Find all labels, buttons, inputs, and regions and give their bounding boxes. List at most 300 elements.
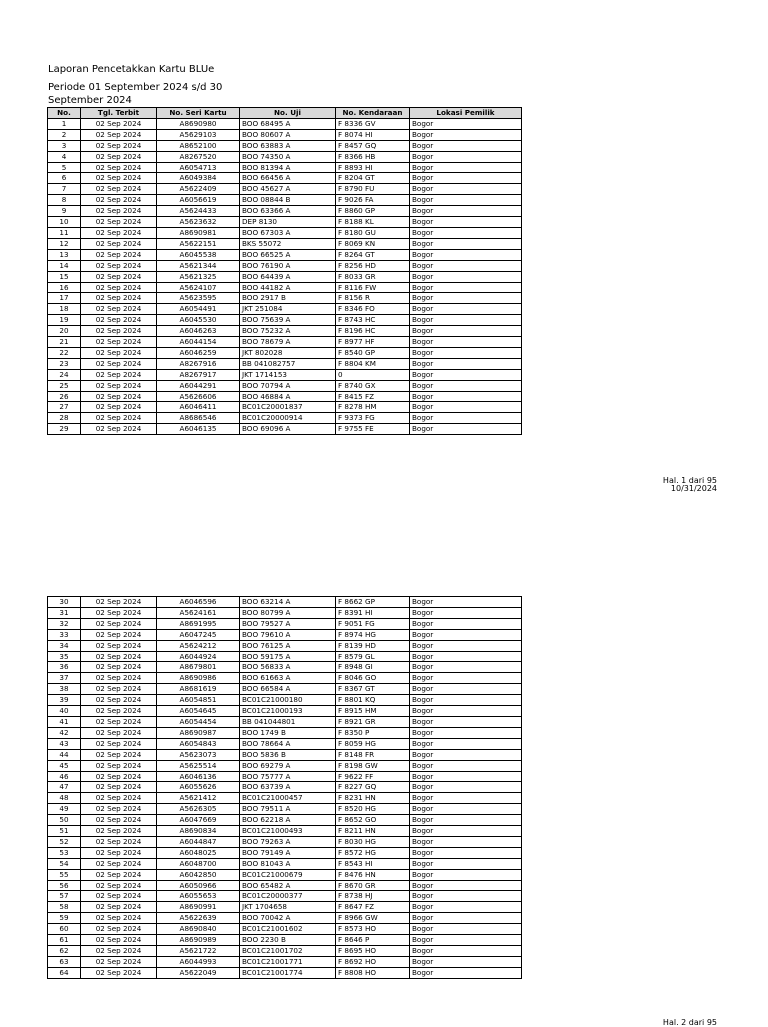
cell-tgl-terbit: 02 Sep 2024 (81, 260, 157, 271)
cell-no-seri-kartu: A5626606 (157, 391, 240, 402)
cell-no-kendaraan: F 8256 HD (336, 260, 410, 271)
table-row (48, 738, 522, 749)
cell-no-kendaraan: F 8366 HB (336, 151, 410, 162)
cell-lokasi-pemilik: Bogor (410, 836, 522, 847)
cell-no: 59 (48, 913, 81, 924)
cell-no-seri-kartu: A6054454 (157, 716, 240, 727)
cell-no: 31 (48, 607, 81, 618)
cell-lokasi-pemilik: Bogor (410, 804, 522, 815)
cell-lokasi-pemilik: Bogor (410, 217, 522, 228)
cell-no-seri-kartu: A8690987 (157, 727, 240, 738)
cell-no: 8 (48, 195, 81, 206)
col-header-no-kendaraan: No. Kendaraan (336, 108, 410, 119)
cell-no: 55 (48, 869, 81, 880)
cell-tgl-terbit: 02 Sep 2024 (81, 793, 157, 804)
cell-lokasi-pemilik: Bogor (410, 760, 522, 771)
cell-no-kendaraan: F 8204 GT (336, 173, 410, 184)
cell-tgl-terbit: 02 Sep 2024 (81, 629, 157, 640)
table-row (48, 369, 522, 380)
table-row (48, 217, 522, 228)
cell-tgl-terbit: 02 Sep 2024 (81, 162, 157, 173)
cell-tgl-terbit: 02 Sep 2024 (81, 826, 157, 837)
table-row (48, 151, 522, 162)
cell-no: 10 (48, 217, 81, 228)
table-row (48, 815, 522, 826)
cell-no-kendaraan: F 8346 FO (336, 304, 410, 315)
cell-tgl-terbit: 02 Sep 2024 (81, 347, 157, 358)
cell-no-kendaraan: F 8948 GI (336, 662, 410, 673)
cell-no: 36 (48, 662, 81, 673)
cell-no-kendaraan: F 9026 FA (336, 195, 410, 206)
cell-no-seri-kartu: A6044847 (157, 836, 240, 847)
cell-no-kendaraan: F 8278 HM (336, 402, 410, 413)
cell-no-uji: BOO 79263 A (240, 836, 336, 847)
cell-no-kendaraan: F 8915 HM (336, 706, 410, 717)
cell-lokasi-pemilik: Bogor (410, 260, 522, 271)
cell-no: 23 (48, 358, 81, 369)
cell-no-uji: JKT 251084 (240, 304, 336, 315)
cell-lokasi-pemilik: Bogor (410, 315, 522, 326)
cell-lokasi-pemilik: Bogor (410, 402, 522, 413)
cell-no-kendaraan: F 8350 P (336, 727, 410, 738)
cell-no-kendaraan: F 8139 HD (336, 640, 410, 651)
table-row (48, 891, 522, 902)
cell-tgl-terbit: 02 Sep 2024 (81, 891, 157, 902)
cell-no: 49 (48, 804, 81, 815)
cell-no: 40 (48, 706, 81, 717)
table-row (48, 238, 522, 249)
cell-no: 33 (48, 629, 81, 640)
cell-no-seri-kartu: A5623595 (157, 293, 240, 304)
cell-lokasi-pemilik: Bogor (410, 749, 522, 760)
cell-no: 15 (48, 271, 81, 282)
cell-no-kendaraan: F 8046 GO (336, 673, 410, 684)
cell-lokasi-pemilik: Bogor (410, 847, 522, 858)
cell-tgl-terbit: 02 Sep 2024 (81, 673, 157, 684)
cell-no-seri-kartu: A6047245 (157, 629, 240, 640)
cell-no-kendaraan: F 8646 P (336, 935, 410, 946)
cell-no-uji: BOO 80799 A (240, 607, 336, 618)
cell-no: 38 (48, 684, 81, 695)
cell-no-seri-kartu: A8267520 (157, 151, 240, 162)
cell-no-seri-kartu: A5621722 (157, 946, 240, 957)
cell-no-uji: BC01C21000180 (240, 695, 336, 706)
cell-no-uji: BOO 5836 B (240, 749, 336, 760)
cell-tgl-terbit: 02 Sep 2024 (81, 749, 157, 760)
cell-no-uji: BOO 76190 A (240, 260, 336, 271)
cell-no-seri-kartu: A5621344 (157, 260, 240, 271)
cell-tgl-terbit: 02 Sep 2024 (81, 858, 157, 869)
cell-no-seri-kartu: A5621325 (157, 271, 240, 282)
cell-no-kendaraan: F 8670 GR (336, 880, 410, 891)
cell-lokasi-pemilik: Bogor (410, 618, 522, 629)
cell-no-seri-kartu: A6046135 (157, 424, 240, 435)
table-row (48, 326, 522, 337)
cell-lokasi-pemilik: Bogor (410, 206, 522, 217)
table-row (48, 337, 522, 348)
cell-no-seri-kartu: A8690991 (157, 902, 240, 913)
table-row (48, 727, 522, 738)
cell-no-seri-kartu: A8267916 (157, 358, 240, 369)
cell-no-seri-kartu: A8652100 (157, 140, 240, 151)
cell-lokasi-pemilik: Bogor (410, 924, 522, 935)
cell-no-kendaraan: F 8647 FZ (336, 902, 410, 913)
cell-no-seri-kartu: A8690980 (157, 118, 240, 129)
table-row (48, 651, 522, 662)
cell-no: 39 (48, 695, 81, 706)
cell-lokasi-pemilik: Bogor (410, 651, 522, 662)
cell-no-kendaraan: F 8743 HC (336, 315, 410, 326)
cell-lokasi-pemilik: Bogor (410, 597, 522, 608)
cell-lokasi-pemilik: Bogor (410, 380, 522, 391)
cell-no: 17 (48, 293, 81, 304)
cell-lokasi-pemilik: Bogor (410, 337, 522, 348)
table-row (48, 424, 522, 435)
cell-tgl-terbit: 02 Sep 2024 (81, 402, 157, 413)
cell-no-kendaraan: F 8540 GP (336, 347, 410, 358)
cell-lokasi-pemilik: Bogor (410, 913, 522, 924)
cell-no-kendaraan: F 8116 FW (336, 282, 410, 293)
cell-tgl-terbit: 02 Sep 2024 (81, 271, 157, 282)
cell-tgl-terbit: 02 Sep 2024 (81, 424, 157, 435)
cell-lokasi-pemilik: Bogor (410, 118, 522, 129)
report-table-page-2 (47, 596, 522, 979)
cell-no-kendaraan: F 8198 GW (336, 760, 410, 771)
cell-no: 51 (48, 826, 81, 837)
cell-no-kendaraan: 0 (336, 369, 410, 380)
cell-lokasi-pemilik: Bogor (410, 238, 522, 249)
cell-no: 48 (48, 793, 81, 804)
cell-no-uji: JKT 1704658 (240, 902, 336, 913)
cell-no-uji: BOO 78664 A (240, 738, 336, 749)
cell-no-uji: BOO 59175 A (240, 651, 336, 662)
cell-tgl-terbit: 02 Sep 2024 (81, 716, 157, 727)
cell-lokasi-pemilik: Bogor (410, 640, 522, 651)
table-row (48, 260, 522, 271)
cell-no-seri-kartu: A8690981 (157, 227, 240, 238)
cell-no-kendaraan: F 8227 GQ (336, 782, 410, 793)
cell-lokasi-pemilik: Bogor (410, 935, 522, 946)
cell-no-seri-kartu: A8681619 (157, 684, 240, 695)
cell-no-seri-kartu: A8690989 (157, 935, 240, 946)
cell-tgl-terbit: 02 Sep 2024 (81, 618, 157, 629)
cell-no: 63 (48, 956, 81, 967)
cell-no-seri-kartu: A6047669 (157, 815, 240, 826)
col-header-no-uji: No. Uji (240, 108, 336, 119)
cell-no-uji: BOO 79149 A (240, 847, 336, 858)
cell-no-uji: BOO 69096 A (240, 424, 336, 435)
cell-no-kendaraan: F 8415 FZ (336, 391, 410, 402)
cell-lokasi-pemilik: Bogor (410, 271, 522, 282)
cell-lokasi-pemilik: Bogor (410, 358, 522, 369)
cell-no-seri-kartu: A5623073 (157, 749, 240, 760)
cell-tgl-terbit: 02 Sep 2024 (81, 607, 157, 618)
cell-no-seri-kartu: A8691995 (157, 618, 240, 629)
cell-no-kendaraan: F 8966 GW (336, 913, 410, 924)
cell-no-seri-kartu: A6054843 (157, 738, 240, 749)
cell-no-uji: BOO 08844 B (240, 195, 336, 206)
table-row (48, 347, 522, 358)
cell-no: 21 (48, 337, 81, 348)
cell-no: 44 (48, 749, 81, 760)
cell-tgl-terbit: 02 Sep 2024 (81, 869, 157, 880)
cell-no-kendaraan: F 8148 FR (336, 749, 410, 760)
cell-no: 27 (48, 402, 81, 413)
cell-lokasi-pemilik: Bogor (410, 413, 522, 424)
cell-no-kendaraan: F 8662 GP (336, 597, 410, 608)
cell-no-kendaraan: F 8457 GQ (336, 140, 410, 151)
table-row (48, 629, 522, 640)
cell-no: 60 (48, 924, 81, 935)
cell-no-seri-kartu: A6046263 (157, 326, 240, 337)
cell-no-seri-kartu: A6044993 (157, 956, 240, 967)
cell-no-uji: BOO 63214 A (240, 597, 336, 608)
cell-no-uji: BC01C21001771 (240, 956, 336, 967)
footer-page-2 (662, 1018, 717, 1027)
table-row (48, 771, 522, 782)
cell-no-uji: BB 041082757 (240, 358, 336, 369)
cell-tgl-terbit: 02 Sep 2024 (81, 369, 157, 380)
cell-no-uji: BOO 44182 A (240, 282, 336, 293)
cell-no-kendaraan: F 8030 HG (336, 836, 410, 847)
cell-lokasi-pemilik: Bogor (410, 347, 522, 358)
cell-no-seri-kartu: A5621412 (157, 793, 240, 804)
cell-no-uji: BOO 79527 A (240, 618, 336, 629)
cell-no-seri-kartu: A5626305 (157, 804, 240, 815)
cell-tgl-terbit: 02 Sep 2024 (81, 129, 157, 140)
cell-no: 2 (48, 129, 81, 140)
table-row (48, 913, 522, 924)
cell-no-seri-kartu: A5629103 (157, 129, 240, 140)
cell-no: 6 (48, 173, 81, 184)
cell-no-kendaraan: F 8804 KM (336, 358, 410, 369)
table-row (48, 836, 522, 847)
cell-no-kendaraan: F 8543 HI (336, 858, 410, 869)
cell-no-kendaraan: F 8196 HC (336, 326, 410, 337)
table-row (48, 293, 522, 304)
cell-lokasi-pemilik: Bogor (410, 738, 522, 749)
table-row (48, 271, 522, 282)
table-row (48, 935, 522, 946)
table-row (48, 749, 522, 760)
cell-tgl-terbit: 02 Sep 2024 (81, 140, 157, 151)
cell-tgl-terbit: 02 Sep 2024 (81, 771, 157, 782)
table-row (48, 782, 522, 793)
cell-lokasi-pemilik: Bogor (410, 162, 522, 173)
cell-no: 13 (48, 249, 81, 260)
cell-no: 30 (48, 597, 81, 608)
table-row (48, 206, 522, 217)
cell-tgl-terbit: 02 Sep 2024 (81, 913, 157, 924)
cell-no: 24 (48, 369, 81, 380)
cell-no-kendaraan: F 8336 GV (336, 118, 410, 129)
cell-tgl-terbit: 02 Sep 2024 (81, 238, 157, 249)
cell-no-uji: BOO 79610 A (240, 629, 336, 640)
table-row (48, 184, 522, 195)
cell-lokasi-pemilik: Bogor (410, 902, 522, 913)
cell-no-uji: BC01C21000193 (240, 706, 336, 717)
cell-no-uji: BOO 64439 A (240, 271, 336, 282)
cell-no: 61 (48, 935, 81, 946)
cell-lokasi-pemilik: Bogor (410, 607, 522, 618)
cell-no-kendaraan: F 8476 HN (336, 869, 410, 880)
cell-no-seri-kartu: A5622049 (157, 967, 240, 978)
table-row (48, 716, 522, 727)
cell-no: 41 (48, 716, 81, 727)
cell-no-kendaraan: F 8367 GT (336, 684, 410, 695)
cell-tgl-terbit: 02 Sep 2024 (81, 946, 157, 957)
cell-tgl-terbit: 02 Sep 2024 (81, 315, 157, 326)
cell-lokasi-pemilik: Bogor (410, 782, 522, 793)
cell-tgl-terbit: 02 Sep 2024 (81, 706, 157, 717)
cell-no-seri-kartu: A5625514 (157, 760, 240, 771)
table-row (48, 695, 522, 706)
cell-no-uji: BOO 67303 A (240, 227, 336, 238)
cell-lokasi-pemilik: Bogor (410, 184, 522, 195)
cell-tgl-terbit: 02 Sep 2024 (81, 195, 157, 206)
cell-no-uji: BOO 78679 A (240, 337, 336, 348)
cell-tgl-terbit: 02 Sep 2024 (81, 358, 157, 369)
report-period: Periode 01 September 2024 s/d 30 (48, 82, 223, 93)
report-table-page-1 (47, 107, 522, 435)
cell-no-kendaraan: F 8180 GU (336, 227, 410, 238)
cell-tgl-terbit: 02 Sep 2024 (81, 738, 157, 749)
cell-tgl-terbit: 02 Sep 2024 (81, 662, 157, 673)
cell-no-seri-kartu: A6048700 (157, 858, 240, 869)
cell-no-uji: BOO 66525 A (240, 249, 336, 260)
cell-lokasi-pemilik: Bogor (410, 151, 522, 162)
cell-tgl-terbit: 02 Sep 2024 (81, 880, 157, 891)
cell-no-kendaraan: F 8033 GR (336, 271, 410, 282)
cell-no-uji: BOO 81043 A (240, 858, 336, 869)
cell-lokasi-pemilik: Bogor (410, 282, 522, 293)
cell-no-kendaraan: F 8738 HJ (336, 891, 410, 902)
cell-lokasi-pemilik: Bogor (410, 424, 522, 435)
cell-no-kendaraan: F 8391 HI (336, 607, 410, 618)
cell-no: 56 (48, 880, 81, 891)
cell-no-seri-kartu: A6050966 (157, 880, 240, 891)
table-row (48, 826, 522, 837)
cell-lokasi-pemilik: Bogor (410, 129, 522, 140)
cell-tgl-terbit: 02 Sep 2024 (81, 118, 157, 129)
cell-no: 25 (48, 380, 81, 391)
cell-no-seri-kartu: A6054713 (157, 162, 240, 173)
cell-no: 19 (48, 315, 81, 326)
cell-no-uji: BC01C21001602 (240, 924, 336, 935)
cell-tgl-terbit: 02 Sep 2024 (81, 902, 157, 913)
cell-tgl-terbit: 02 Sep 2024 (81, 173, 157, 184)
table-row (48, 618, 522, 629)
cell-lokasi-pemilik: Bogor (410, 304, 522, 315)
cell-no-uji: JKT 802028 (240, 347, 336, 358)
cell-no-uji: BC01C21001702 (240, 946, 336, 957)
cell-no-kendaraan: F 9373 FG (336, 413, 410, 424)
cell-no: 16 (48, 282, 81, 293)
cell-no-seri-kartu: A6044291 (157, 380, 240, 391)
table-row (48, 402, 522, 413)
table-row (48, 880, 522, 891)
cell-no-kendaraan: F 8188 KL (336, 217, 410, 228)
cell-tgl-terbit: 02 Sep 2024 (81, 847, 157, 858)
table-row (48, 706, 522, 717)
cell-lokasi-pemilik: Bogor (410, 249, 522, 260)
cell-tgl-terbit: 02 Sep 2024 (81, 760, 157, 771)
cell-tgl-terbit: 02 Sep 2024 (81, 293, 157, 304)
cell-no-uji: BOO 70794 A (240, 380, 336, 391)
cell-no-kendaraan: F 8156 R (336, 293, 410, 304)
cell-no-seri-kartu: A5623632 (157, 217, 240, 228)
table-row (48, 640, 522, 651)
cell-no: 58 (48, 902, 81, 913)
cell-no-uji: JKT 1714153 (240, 369, 336, 380)
cell-no-uji: BOO 2230 B (240, 935, 336, 946)
cell-no-uji: BOO 74350 A (240, 151, 336, 162)
cell-tgl-terbit: 02 Sep 2024 (81, 217, 157, 228)
cell-no: 57 (48, 891, 81, 902)
table-body-page-2 (48, 597, 522, 979)
cell-lokasi-pemilik: Bogor (410, 629, 522, 640)
cell-no-seri-kartu: A6056619 (157, 195, 240, 206)
cell-no: 26 (48, 391, 81, 402)
cell-tgl-terbit: 02 Sep 2024 (81, 413, 157, 424)
table-row (48, 804, 522, 815)
cell-tgl-terbit: 02 Sep 2024 (81, 380, 157, 391)
cell-no: 53 (48, 847, 81, 858)
report-period-cut: September 2024 (48, 95, 132, 106)
table-row (48, 162, 522, 173)
cell-no-seri-kartu: A6042850 (157, 869, 240, 880)
cell-no-seri-kartu: A6046259 (157, 347, 240, 358)
cell-no-kendaraan: F 9051 FG (336, 618, 410, 629)
cell-no: 7 (48, 184, 81, 195)
cell-no-uji: BOO 45627 A (240, 184, 336, 195)
cell-no-seri-kartu: A8686546 (157, 413, 240, 424)
cell-no-seri-kartu: A6046136 (157, 771, 240, 782)
cell-no: 50 (48, 815, 81, 826)
cell-no-seri-kartu: A6054851 (157, 695, 240, 706)
cell-no-seri-kartu: A6045530 (157, 315, 240, 326)
cell-lokasi-pemilik: Bogor (410, 946, 522, 957)
table-row (48, 684, 522, 695)
cell-no: 4 (48, 151, 81, 162)
cell-lokasi-pemilik: Bogor (410, 140, 522, 151)
col-header-no-seri-kartu: No. Seri Kartu (157, 108, 240, 119)
cell-no-uji: BOO 76125 A (240, 640, 336, 651)
cell-no-kendaraan: F 8652 GO (336, 815, 410, 826)
table-header-row (48, 108, 522, 119)
cell-no-seri-kartu: A5624433 (157, 206, 240, 217)
cell-no-uji: BC01C20001837 (240, 402, 336, 413)
cell-lokasi-pemilik: Bogor (410, 869, 522, 880)
cell-no-kendaraan: F 9622 FF (336, 771, 410, 782)
cell-no-kendaraan: F 8074 HI (336, 129, 410, 140)
cell-lokasi-pemilik: Bogor (410, 369, 522, 380)
cell-no: 35 (48, 651, 81, 662)
cell-lokasi-pemilik: Bogor (410, 967, 522, 978)
cell-tgl-terbit: 02 Sep 2024 (81, 337, 157, 348)
cell-no: 43 (48, 738, 81, 749)
table-row (48, 597, 522, 608)
cell-no-uji: DEP 8130 (240, 217, 336, 228)
cell-tgl-terbit: 02 Sep 2024 (81, 184, 157, 195)
cell-tgl-terbit: 02 Sep 2024 (81, 249, 157, 260)
table-row (48, 760, 522, 771)
cell-lokasi-pemilik: Bogor (410, 195, 522, 206)
cell-no-seri-kartu: A5622409 (157, 184, 240, 195)
cell-no: 14 (48, 260, 81, 271)
cell-lokasi-pemilik: Bogor (410, 684, 522, 695)
cell-tgl-terbit: 02 Sep 2024 (81, 836, 157, 847)
